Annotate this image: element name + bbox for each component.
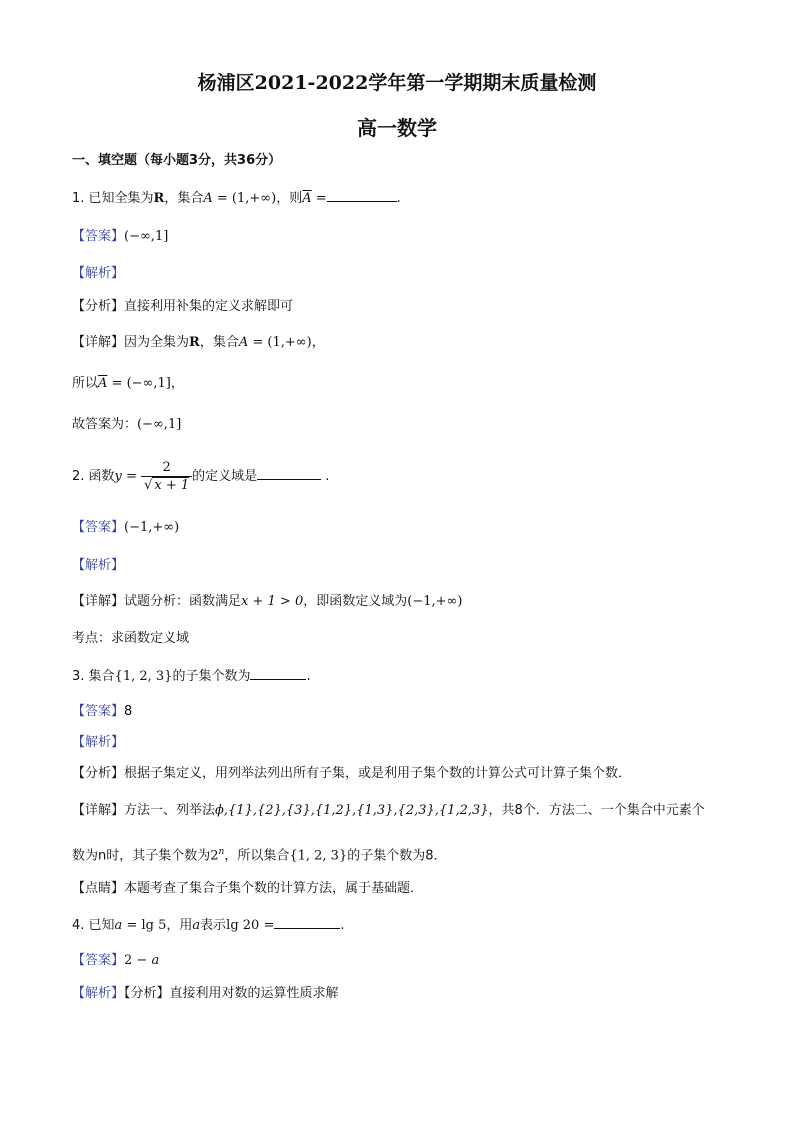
q2-analysis-label: 【解析】 <box>72 558 125 573</box>
q3-fenxi: 【分析】根据子集定义，用列举法列出所有子集，或是利用子集个数的计算公式可计算子集个数． <box>72 766 632 781</box>
question-2: 2. 函数y = $\frac{2}{√ x + 1}$ 的定义域是 . <box>72 460 330 493</box>
answer-blank <box>250 665 306 680</box>
answer-blank <box>274 914 340 929</box>
q1-detail-line3: 故答案为：(−∞,1] <box>72 417 182 432</box>
q2-answer: 【答案】(−1,+∞) <box>72 520 180 535</box>
q3-detail-line2: 数为n时，其子集个数为2$^n$，所以集合{1, 2, 3}的子集个数为8． <box>72 847 447 864</box>
sqrt-icon: √ <box>144 478 153 493</box>
q3-detail: 【详解】方法一、列举法ϕ,{1},{2},{3},{1,2},{1,3},{2,3},{1,2,3}，共8个．方法二、一个集合中元素个 <box>72 803 705 818</box>
q3-answer: 【答案】8 <box>72 704 133 719</box>
q3-dianjing: 【点睛】本题考查了集合子集个数的计算方法，属于基础题． <box>72 881 424 896</box>
q1-answer: 【答案】(−∞,1] <box>72 229 169 244</box>
page-subtitle: 高一数学 <box>357 116 437 140</box>
q3-analysis-label: 【解析】 <box>72 735 125 750</box>
q1-fenxi: 【分析】直接利用补集的定义求解即可 <box>72 299 294 314</box>
question-4: 4. 已知a = lg 5，用a表示lg 20 = . <box>72 914 344 936</box>
question-1: 1. 已知全集为R，集合A = (1,+∞)，则$\overline{A}$ = . <box>72 187 401 209</box>
question-3: 3. 集合{1, 2, 3}的子集个数为 . <box>72 665 311 687</box>
q4-analysis: 【解析】【分析】直接利用对数的运算性质求解 <box>72 986 339 1001</box>
q1-analysis-label: 【解析】 <box>72 266 125 281</box>
answer-blank <box>327 187 397 202</box>
section-heading: 一、填空题（每小题3分，共36分） <box>72 153 282 168</box>
page-title: 杨浦区2021-2022学年第一学期期末质量检测 <box>197 72 597 94</box>
q1-detail: 【详解】因为全集为R，集合A = (1,+∞)， <box>72 335 325 350</box>
q4-answer: 【答案】2 − a <box>72 953 160 968</box>
answer-blank <box>257 465 321 480</box>
q2-kaodian: 考点：求函数定义域 <box>72 631 190 646</box>
q2-detail: 【详解】试题分析：函数满足x + 1 > 0，即函数定义域为(−1,+∞) <box>72 594 463 609</box>
fraction: $\frac{2}{√ x + 1}$ <box>141 459 192 494</box>
q1-detail-line2: 所以$\overline{A} = (-\infty,1]$， <box>72 376 184 391</box>
